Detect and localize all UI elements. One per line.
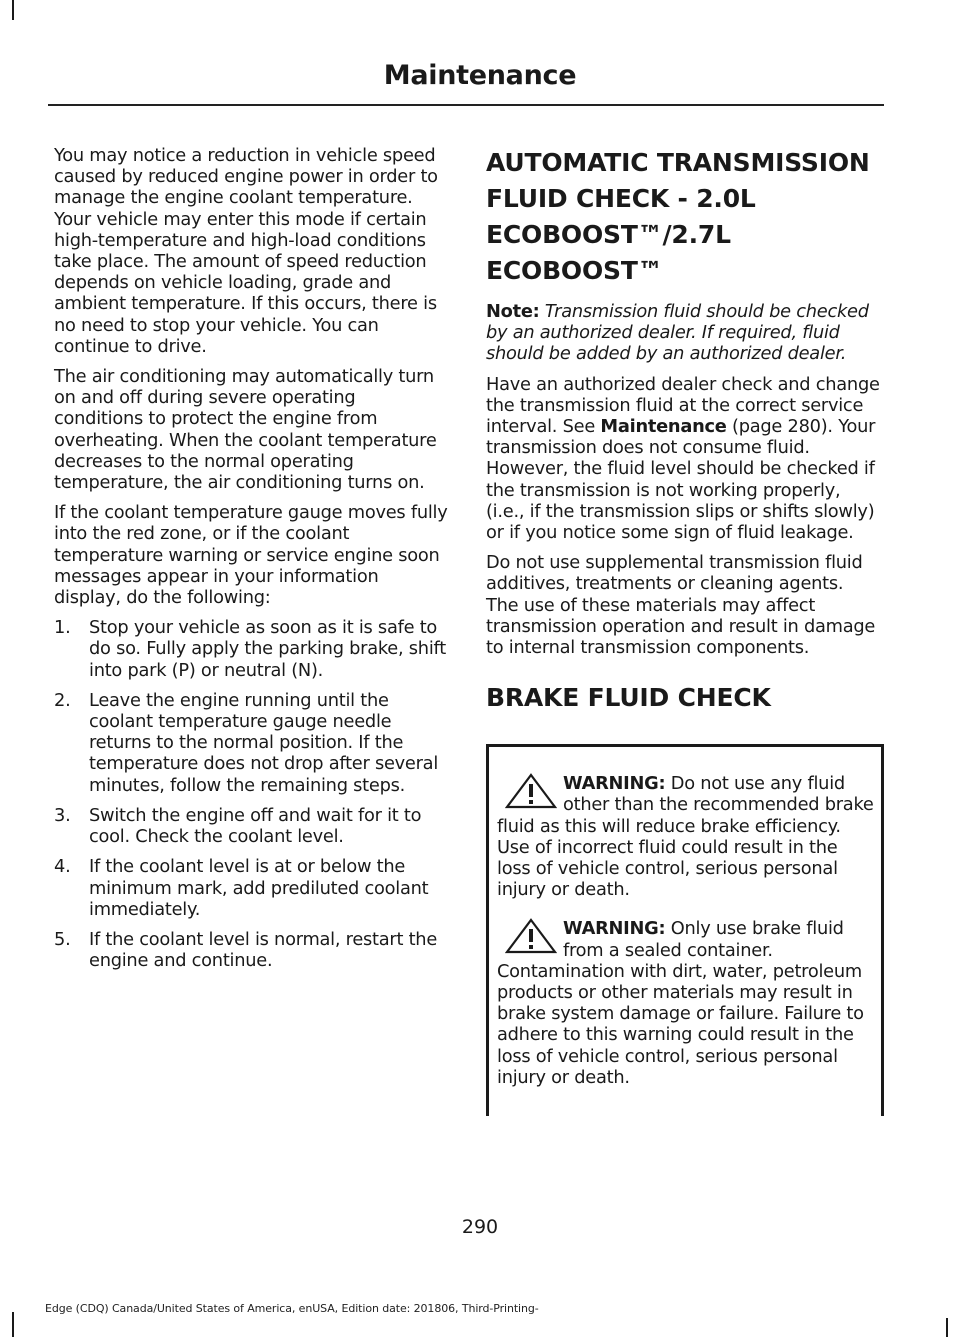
- warning-box: [486, 744, 884, 1116]
- section-heading-brake-fluid: BRAKE FLUID CHECK: [486, 683, 771, 713]
- crop-mark-top-left: [12, 0, 14, 20]
- section-heading-transmission-fluid: AUTOMATIC TRANSMISSION FLUID CHECK - 2.0L ECOBOOST™/2.7L ECOBOOST™: [486, 148, 870, 285]
- list-item: [54, 805, 448, 847]
- warning-item: [497, 773, 875, 900]
- paragraph-additives: Do not use supplemental transmission fluid additives, treatments or cleaning agents. The use of these materials may affect transmission operation and result in damage to internal transmission components.: [486, 552, 876, 659]
- step-text: If the coolant level is at or below the minimum mark, add prediluted coolant immediately.: [89, 856, 429, 920]
- list-item: [54, 690, 448, 796]
- paragraph-gauge-red-zone: If the coolant temperature gauge moves fully into the red zone, or if the coolant temperature warning or service engine soon messages appear in your information display, do the following:: [54, 502, 448, 609]
- note-label: Note:: [486, 301, 540, 322]
- step-number: 2.: [54, 689, 71, 711]
- list-item: [54, 617, 448, 681]
- procedure-steps-list: [54, 617, 448, 971]
- warning-triangle-icon: [505, 918, 557, 954]
- warning-item: [497, 918, 875, 1088]
- list-item: [54, 856, 448, 920]
- warning-label: WARNING:: [563, 918, 666, 940]
- step-number: 5.: [54, 928, 71, 950]
- crop-mark-bottom-right: [946, 1318, 948, 1337]
- warning-triangle-icon: [505, 773, 557, 809]
- warning-body: Only use brake fluid from a sealed container. Contamination with dirt, water, petroleum products or other materials may result in brake system damage or failure. Failure to adhere to this warning could result in the loss of vehicle control, serious personal injury or death.: [497, 918, 864, 1088]
- paragraph-air-conditioning: The air conditioning may automatically turn on and off during severe operating conditions to protect the engine from overheating. When the coolant temperature decreases to the normal operating temperature, the air conditioning turns on.: [54, 366, 437, 494]
- list-item: [54, 929, 448, 971]
- note-text: Transmission fluid should be checked by an authorized dealer. If required, fluid should be added by an authorized dealer.: [486, 301, 869, 365]
- step-text: Leave the engine running until the coolant temperature gauge needle returns to the normal position. If the temperature does not drop after several minutes, follow the remaining steps.: [89, 689, 439, 796]
- paragraph-text: Have an authorized dealer check and change the transmission fluid at the correct service interval. See: [486, 373, 880, 438]
- right-column: [486, 145, 880, 1116]
- step-text: If the coolant level is normal, restart the engine and continue.: [89, 928, 438, 972]
- left-column: [54, 145, 448, 980]
- paragraph-service-interval: [486, 374, 880, 544]
- step-number: 4.: [54, 856, 71, 878]
- step-text: Switch the engine off and wait for it to cool. Check the coolant level.: [89, 804, 422, 848]
- paragraph-text: (page 280). Your transmission does not consume fluid. However, the fluid level should be checked if the transmission is not working properly, (i.e., if the transmission slips or shifts slowly) or if you notice some sign of fluid leakage.: [486, 416, 876, 544]
- paragraph-speed-reduction: You may notice a reduction in vehicle speed caused by reduced engine power in order to manage the engine coolant temperature. Your vehicle may enter this mode if certain high-temperature and high-load conditions take place. The amount of speed reduction depends on vehicle loading, grade and ambient temperature. If this occurs, there is no need to stop your vehicle. You can continue to drive.: [54, 145, 438, 357]
- step-number: 3.: [54, 804, 71, 826]
- footer-edition-info: Edge (CDQ) Canada/United States of America, enUSA, Edition date: 201806, Third-Printing-: [45, 1302, 539, 1315]
- step-number: 1.: [54, 617, 71, 639]
- warning-label: WARNING:: [563, 773, 666, 795]
- header-divider: [48, 104, 884, 106]
- page-header-title: Maintenance: [383, 60, 577, 91]
- crop-mark-bottom-left: [12, 1312, 14, 1337]
- note-paragraph: [486, 301, 880, 365]
- step-text: Stop your vehicle as soon as it is safe to do so. Fully apply the parking brake, shift into park (P) or neutral (N).: [89, 617, 446, 681]
- maintenance-link[interactable]: Maintenance: [600, 416, 727, 438]
- page-number: 290: [461, 1216, 499, 1238]
- warning-body: Do not use any fluid other than the recommended brake fluid as this will reduce brake efficiency. Use of incorrect fluid could result in the loss of vehicle control, serious personal injury or death.: [497, 773, 874, 901]
